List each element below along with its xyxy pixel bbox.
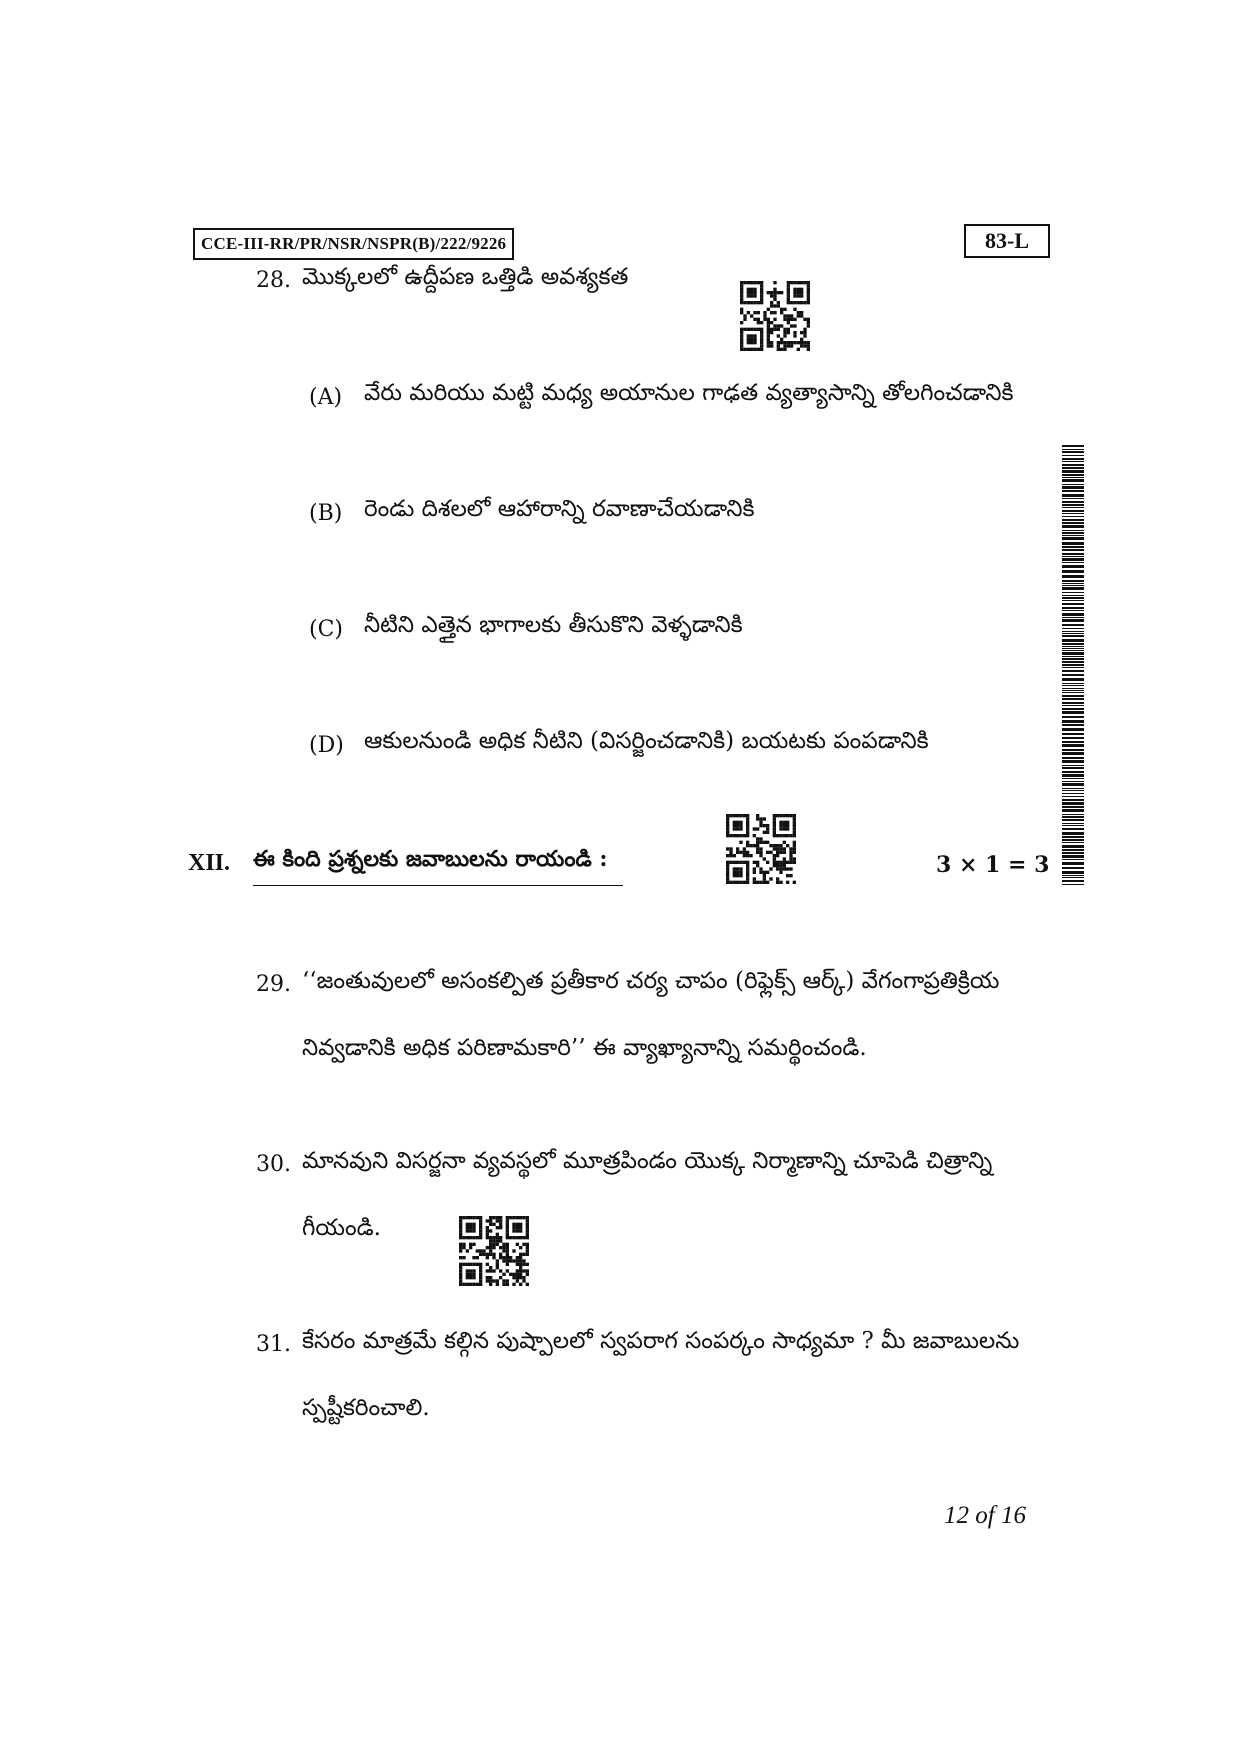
option-text: ఆకులనుండి అధిక నీటిని (విసర్జించడానికి) బయటకు పంపడానికి — [364, 728, 929, 754]
paper-code: 83-L — [964, 224, 1050, 258]
question-text: నివ్వడానికి అధిక పరిణామకారి’’ ఈ వ్యాఖ్యానాన్ని సమర్థించండి. — [302, 1035, 867, 1061]
option-text: నీటిని ఎత్తైన భాగాలకు తీసుకొని వెళ్ళడానికి — [364, 612, 743, 638]
question-text: కేసరం మాత్రమే కల్గిన పుష్పాలలో స్వపరాగ సంపర్కం సాధ్యమా ? మీ జవాబులను — [302, 1328, 1020, 1354]
question-text: గీయండి. — [302, 1215, 381, 1241]
section-label: XII. — [188, 850, 231, 876]
option-label: (A) — [309, 385, 343, 410]
option-text: వేరు మరియు మట్టి మధ్య అయానుల గాఢత వ్యత్యాసాన్ని తోలగించడానికి — [364, 380, 1014, 406]
question-text: మానవుని విసర్జనా వ్యవస్థలో మూత్రపిండం యొక్క నిర్మాణాన్ని చూపెడి చిత్రాన్ని — [302, 1148, 993, 1174]
qr-code — [740, 281, 810, 351]
option-text: రెండు దిశలలో ఆహారాన్ని రవాణాచేయడానికి — [364, 496, 755, 522]
qr-code — [459, 1216, 529, 1286]
exam-code: CCE-III-RR/PR/NSR/NSPR(B)/222/9226 — [193, 228, 514, 260]
qr-code — [726, 814, 796, 884]
option-label: (B) — [309, 501, 343, 526]
page-number: 12 of 16 — [944, 1502, 1026, 1529]
question-number: 30. — [256, 1152, 291, 1177]
section-title: ఈ కింది ప్రశ్నలకు జవాబులను రాయండి : — [253, 846, 623, 886]
barcode — [1062, 445, 1084, 885]
question-number: 28. — [256, 268, 291, 293]
option-label: (D) — [309, 733, 344, 758]
question-text: ‘‘జంతువులలో అసంకల్పిత ప్రతీకార చర్య చాపం (రిఫ్లెక్స్ ఆర్క్) వేగంగాప్రతిక్రియ — [302, 968, 1000, 994]
question-number: 31. — [256, 1332, 291, 1357]
question-number: 29. — [256, 972, 291, 997]
question-text: స్పష్టీకరించాలి. — [302, 1395, 430, 1421]
section-marks: 3 × 1 = 3 — [936, 852, 1050, 878]
question-text: మొక్కలలో ఉద్దీపణ ఒత్తిడి అవశ్యకత — [302, 264, 629, 290]
option-label: (C) — [309, 617, 343, 642]
